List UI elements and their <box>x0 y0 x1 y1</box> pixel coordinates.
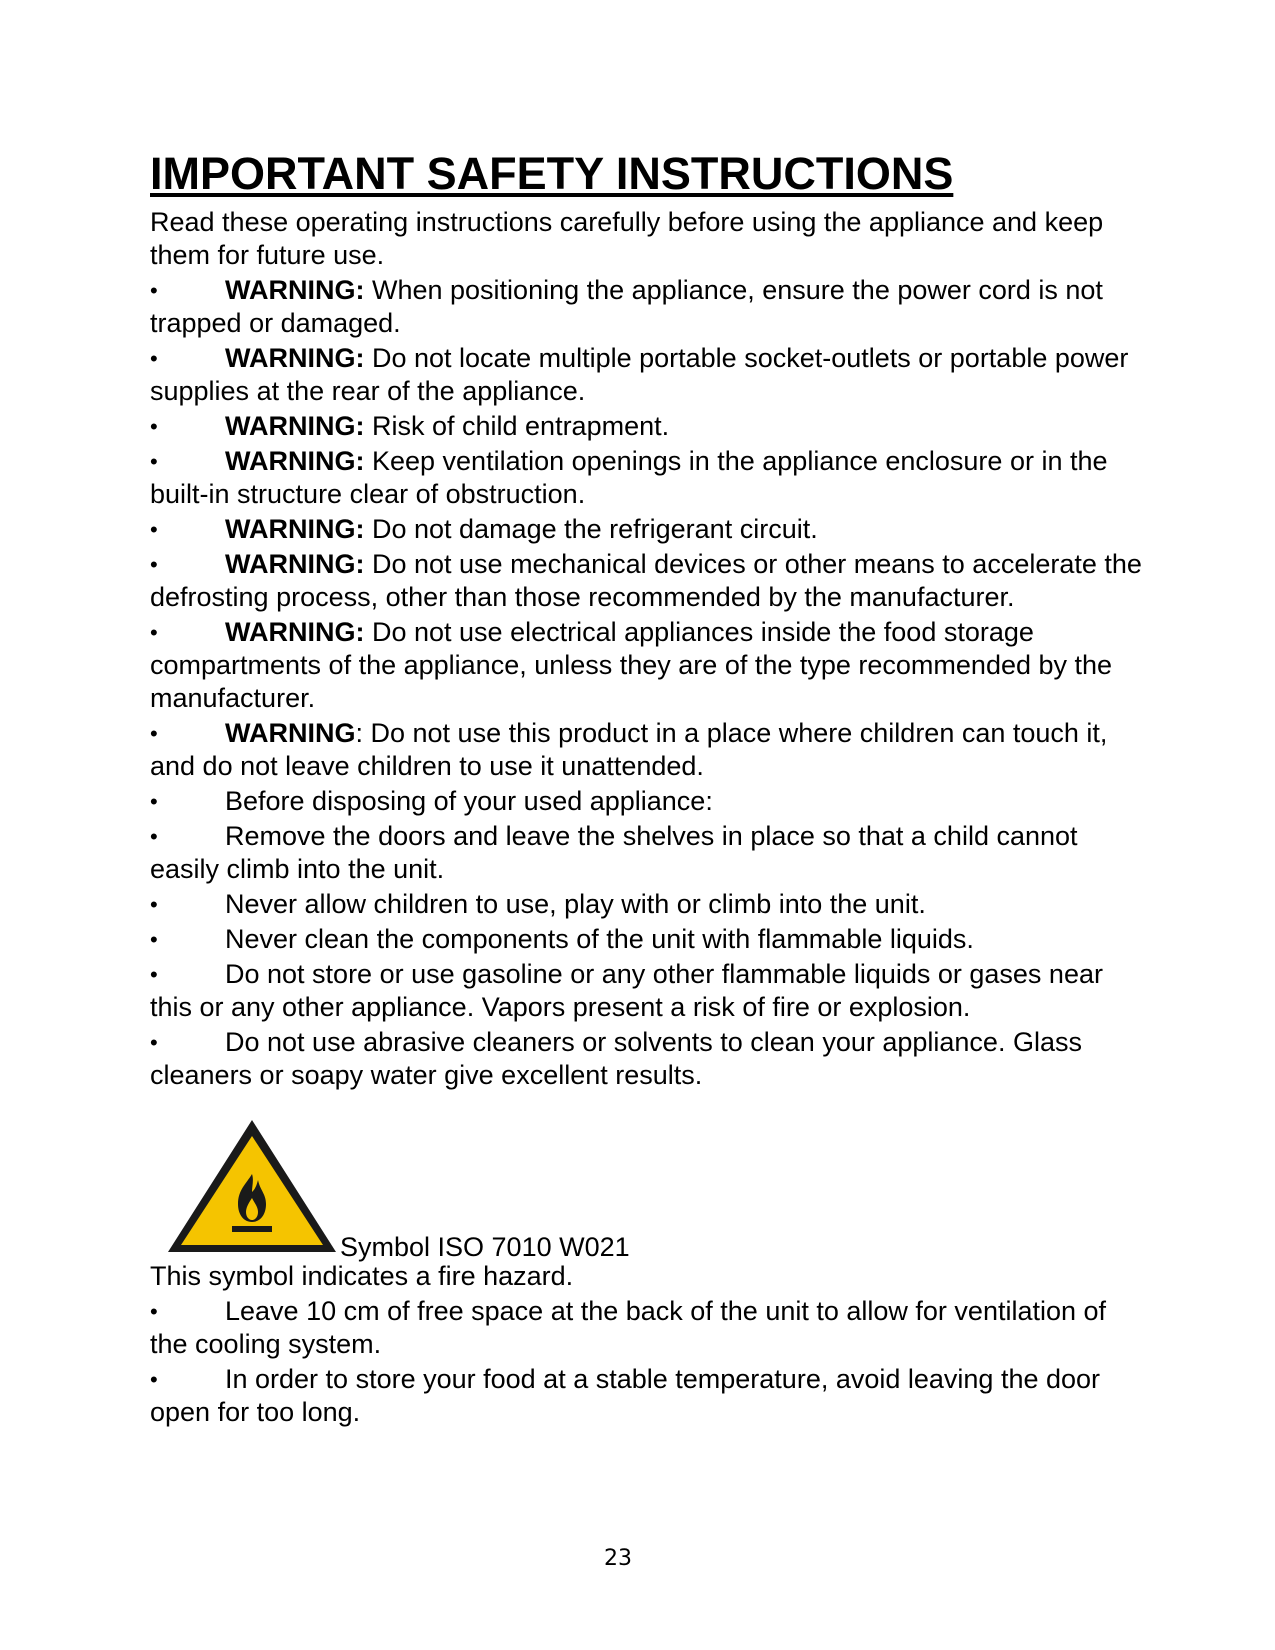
bullet-icon: • <box>150 620 158 645</box>
list-item <box>150 888 1150 921</box>
item-text: In order to store your food at a stable temperature, avoid leaving the door open for too long. <box>150 1364 1101 1427</box>
bullet-icon: • <box>150 1367 158 1392</box>
item-text: Do not locate multiple portable socket-outlets or portable power supplies at the rear of the appliance. <box>150 343 1129 406</box>
bullet-icon: • <box>150 346 158 371</box>
bullet-icon: • <box>150 892 158 917</box>
list-item <box>150 958 1150 1024</box>
bullet-icon: • <box>150 278 158 303</box>
page-number: 23 <box>604 1546 632 1571</box>
list-item <box>150 410 1150 443</box>
list-item <box>150 1363 1150 1429</box>
list-item <box>150 342 1150 408</box>
item-text: Do not use electrical appliances inside the food storage compartments of the appliance, unless they are of the type recommended by the manufacturer. <box>150 617 1113 713</box>
list-item <box>150 274 1150 340</box>
item-text: Keep ventilation openings in the appliance enclosure or in the built-in structure clear of obstruction. <box>150 446 1108 509</box>
safety-list <box>150 274 1150 1092</box>
bullet-icon: • <box>150 1299 158 1324</box>
warning-label: WARNING: <box>225 275 365 305</box>
warning-label: WARNING: <box>225 617 365 647</box>
item-text: Do not use mechanical devices or other means to accelerate the defrosting process, other than those recommended by the manufacturer. <box>150 549 1142 612</box>
list-item <box>150 1026 1150 1092</box>
bullet-icon: • <box>150 1030 158 1055</box>
ventilation-list <box>150 1295 1150 1429</box>
flammable-warning-triangle-icon <box>150 1116 340 1256</box>
list-item <box>150 548 1150 614</box>
item-text: Do not damage the refrigerant circuit. <box>364 514 818 544</box>
item-text: Remove the doors and leave the shelves in place so that a child cannot easily climb into the unit. <box>150 821 1078 884</box>
document-body <box>150 148 1150 1429</box>
list-item <box>150 1295 1150 1361</box>
warning-label: WARNING: <box>225 411 365 441</box>
bullet-icon: • <box>150 552 158 577</box>
page-title: IMPORTANT SAFETY INSTRUCTIONS <box>150 148 954 199</box>
item-text: : Do not use this product in a place where children can touch it, and do not leave children to use it unattended. <box>150 718 1108 781</box>
list-item <box>150 820 1150 886</box>
intro-paragraph: Read these operating instructions carefully before using the appliance and keep them for future use. <box>150 207 1104 270</box>
warning-label: WARNING: <box>225 343 365 373</box>
list-item <box>150 513 1150 546</box>
warning-label: WARNING: <box>225 514 365 544</box>
list-item <box>150 923 1150 956</box>
item-text: Do not store or use gasoline or any other flammable liquids or gases near this or any other appliance. Vapors present a risk of fire or explosion. <box>150 959 1103 1022</box>
bullet-icon: • <box>150 721 158 746</box>
item-text: When positioning the appliance, ensure the power cord is not trapped or damaged. <box>150 275 1103 338</box>
hazard-symbol-block <box>150 1116 1150 1262</box>
item-text: Never allow children to use, play with or climb into the unit. <box>225 889 926 919</box>
bullet-icon: • <box>150 927 158 952</box>
list-item <box>150 445 1150 511</box>
list-item <box>150 785 1150 818</box>
item-text: Before disposing of your used appliance: <box>225 786 713 816</box>
item-text: Never clean the components of the unit with flammable liquids. <box>225 924 974 954</box>
bullet-icon: • <box>150 962 158 987</box>
symbol-caption: Symbol ISO 7010 W021 <box>340 1232 630 1262</box>
bullet-icon: • <box>150 517 158 542</box>
item-text: Risk of child entrapment. <box>364 411 670 441</box>
fire-hazard-note: This symbol indicates a fire hazard. <box>150 1261 574 1291</box>
item-text: Do not use abrasive cleaners or solvents to clean your appliance. Glass cleaners or soapy water give excellent results. <box>150 1027 1082 1090</box>
warning-label: WARNING: <box>225 549 365 579</box>
bullet-icon: • <box>150 414 158 439</box>
warning-label: WARNING <box>225 718 356 748</box>
warning-label: WARNING: <box>225 446 365 476</box>
bullet-icon: • <box>150 824 158 849</box>
bullet-icon: • <box>150 449 158 474</box>
list-item <box>150 717 1150 783</box>
bullet-icon: • <box>150 789 158 814</box>
item-text: Leave 10 cm of free space at the back of the unit to allow for ventilation of the cooling system. <box>150 1296 1107 1359</box>
list-item <box>150 616 1150 715</box>
